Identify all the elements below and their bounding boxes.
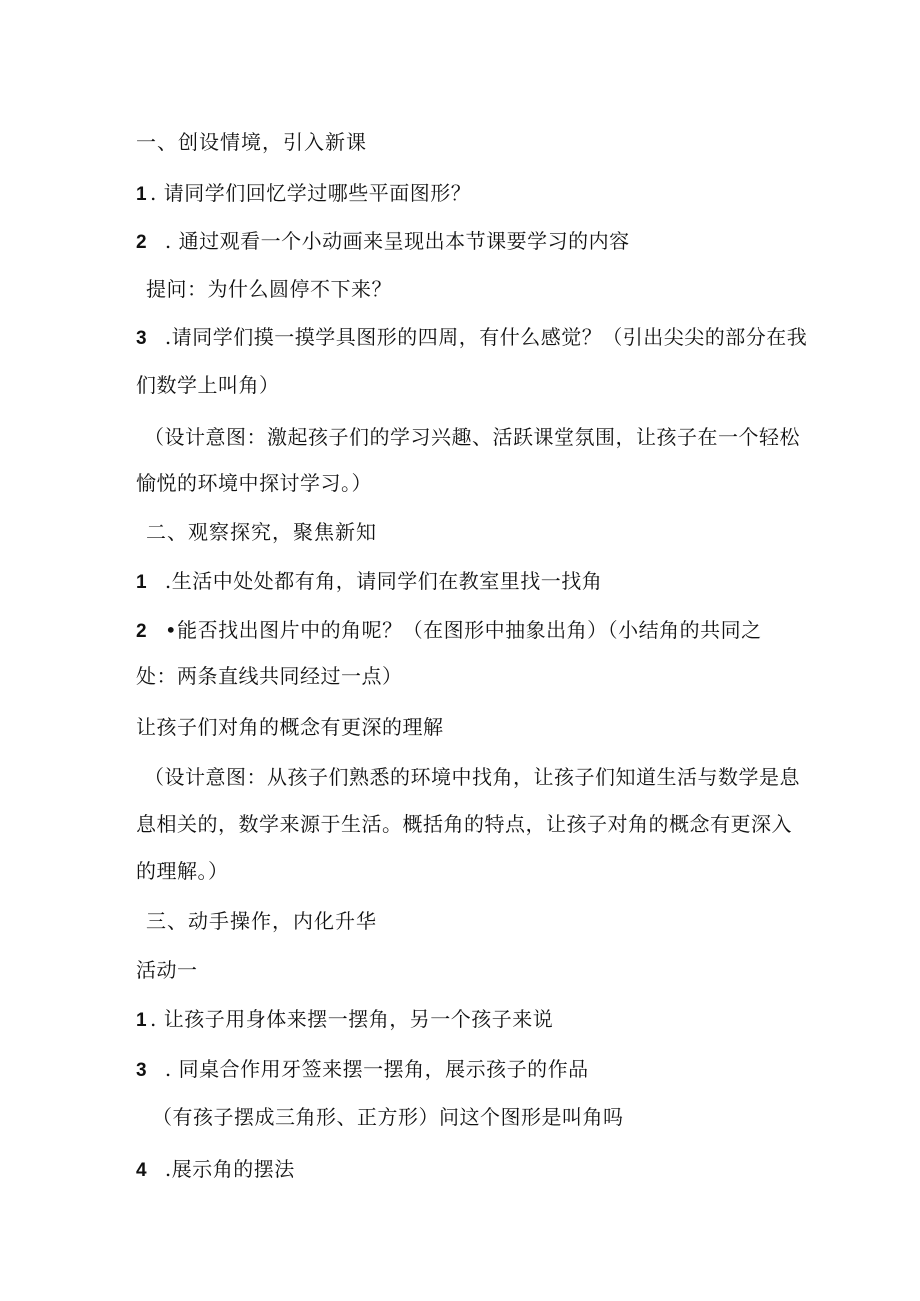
line-text: 处：两条直线共同经过一点） (136, 664, 403, 688)
item-number: 1 (136, 1010, 148, 1031)
list-item (136, 1006, 553, 1034)
list-item (136, 324, 807, 352)
line-text: 三、动手操作，内化升华 (146, 909, 377, 933)
list-item (136, 1156, 295, 1184)
line-text: 一、创设情境，引入新课 (136, 130, 367, 154)
section-heading-1 (136, 129, 367, 155)
line-text: （有孩子摆成三角形、正方形）问这个图形是叫角吗 (152, 1105, 624, 1129)
item-number: 2 (136, 621, 148, 642)
paragraph-line (136, 714, 444, 740)
section-heading-3 (146, 908, 377, 934)
line-text: •能否找出图片中的角呢？（在图形中抽象出角）（小结角的共同之 (158, 618, 762, 642)
design-note-line (136, 858, 229, 884)
line-text: 二、观察探究，聚焦新知 (146, 520, 377, 544)
line-text: （设计意图：激起孩子们的学习兴趣、活跃课堂氛围，让孩子在一个轻松 (144, 425, 800, 449)
section-heading-2 (146, 519, 377, 545)
line-text: 让孩子们对角的概念有更深的理解 (136, 715, 444, 739)
paragraph-line (136, 663, 403, 689)
item-number: 2 (136, 232, 148, 253)
line-text: 的理解。） (136, 859, 229, 883)
line-text: . 同桌合作用牙签来摆一摆角，展示孩子的作品 (158, 1057, 589, 1081)
line-text: 活动一 (136, 958, 198, 982)
line-text: 提问：为什么圆停不下来？ (146, 277, 392, 301)
item-number: 1 (136, 572, 148, 593)
paragraph-line (136, 372, 280, 398)
list-item (136, 228, 630, 256)
line-text: . 让孩子用身体来摆一摆角，另一个孩子来说 (150, 1007, 554, 1031)
line-text: （设计意图：从孩子们熟悉的环境中找角，让孩子们知道生活与数学是息 (144, 765, 800, 789)
line-text: . 请同学们回忆学过哪些平面图形？ (150, 181, 472, 205)
paragraph-line (146, 276, 392, 302)
item-number: 3 (136, 1060, 148, 1081)
item-number: 3 (136, 328, 148, 349)
line-text: .请同学们摸一摸学具图形的四周，有什么感觉？（引出尖尖的部分在我 (158, 325, 808, 349)
design-note-line (136, 470, 372, 496)
line-text: 愉悦的环境中探讨学习。） (136, 471, 372, 495)
list-item (136, 617, 762, 645)
design-note-line (136, 811, 792, 837)
design-note-line (144, 424, 800, 450)
list-item (136, 1056, 589, 1084)
item-number: 4 (136, 1160, 148, 1181)
line-text: .生活中处处都有角，请同学们在教室里找一找角 (158, 569, 603, 593)
list-item (136, 568, 602, 596)
subheading (136, 957, 198, 983)
list-item (136, 180, 471, 208)
paragraph-line (152, 1104, 624, 1130)
line-text: 息相关的，数学来源于生活。概括角的特点，让孩子对角的概念有更深入 (136, 812, 792, 836)
design-note-line (144, 764, 800, 790)
line-text: 们数学上叫角） (136, 373, 280, 397)
item-number: 1 (136, 184, 148, 205)
line-text: . 通过观看一个小动画来呈现出本节课要学习的内容 (158, 229, 630, 253)
line-text: .展示角的摆法 (158, 1157, 295, 1181)
